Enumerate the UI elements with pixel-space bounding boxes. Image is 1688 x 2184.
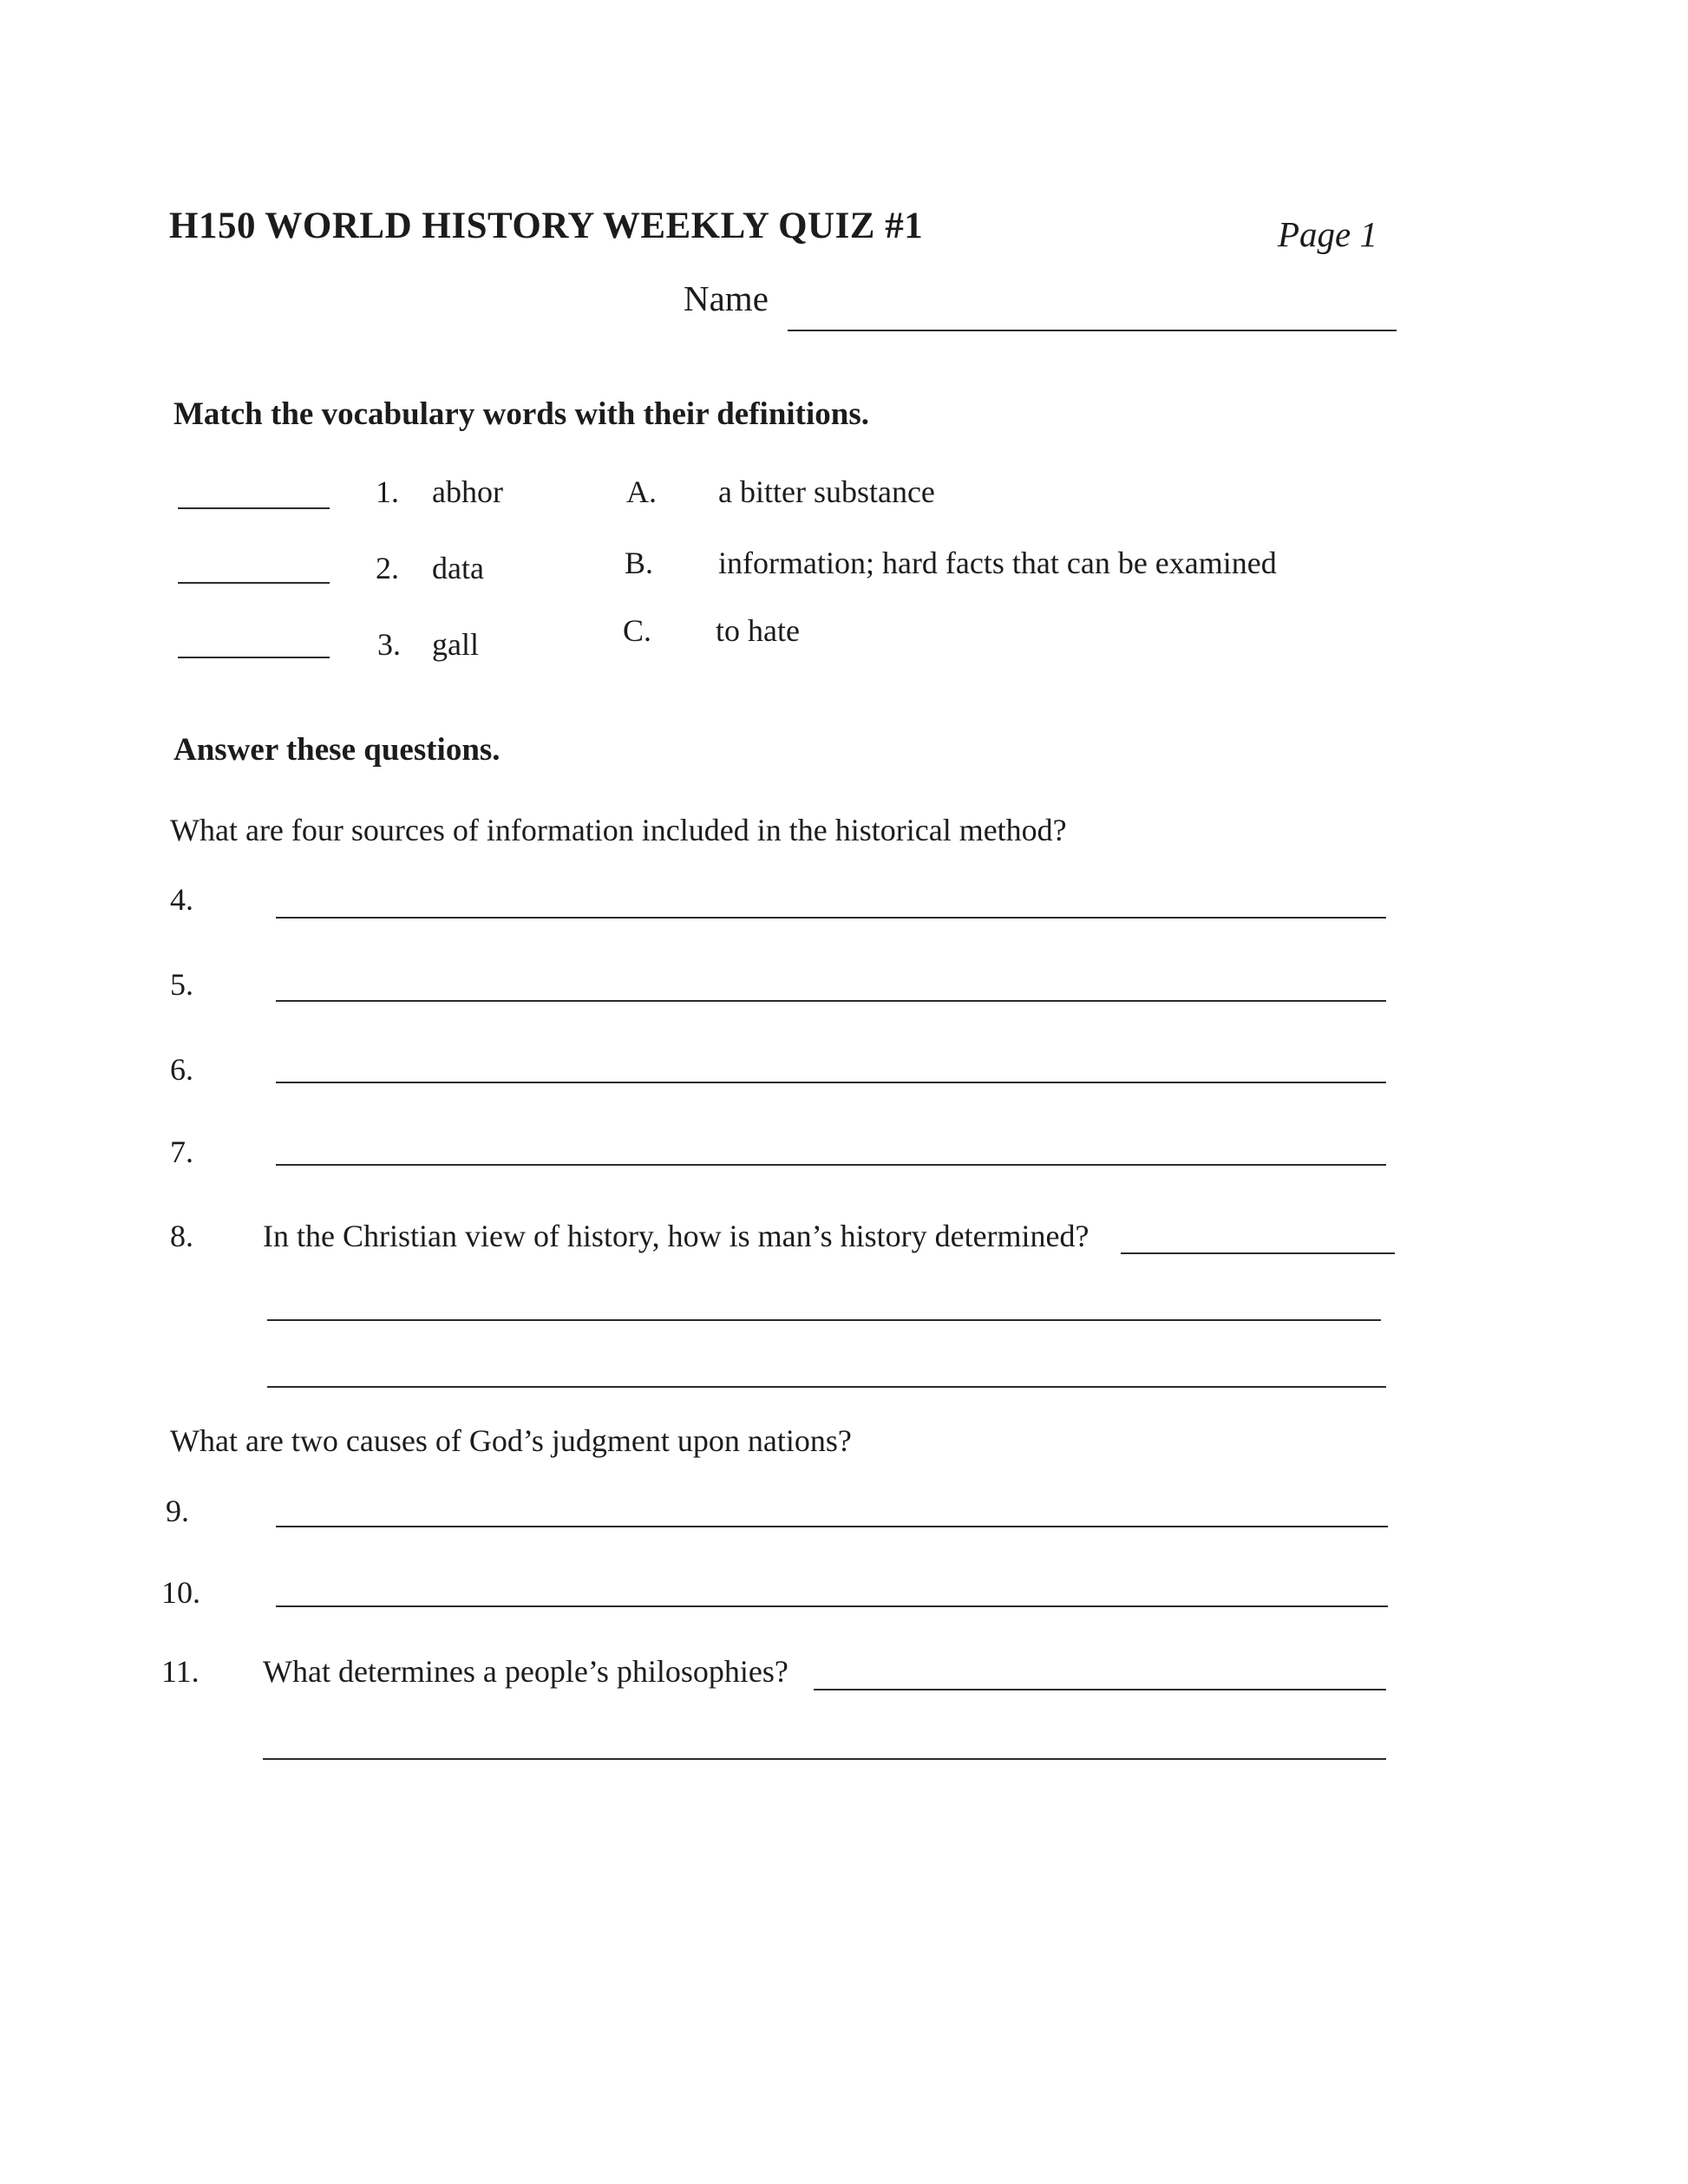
answer-line-8-cont-1[interactable] [267, 1319, 1381, 1321]
match-definition: a bitter substance [718, 474, 935, 509]
question-number-11: 11. [161, 1654, 200, 1689]
answer-line-8[interactable] [1121, 1252, 1395, 1254]
match-blank-1[interactable] [178, 507, 330, 509]
question-number-8: 8. [170, 1219, 193, 1253]
answer-number-4: 4. [170, 882, 193, 917]
match-word: abhor [432, 474, 503, 509]
name-label: Name [684, 278, 769, 318]
match-definition: information; hard facts that can be examined [718, 546, 1277, 580]
match-letter: A. [626, 474, 657, 509]
question-intro-sources: What are four sources of information included in the historical method? [170, 813, 1067, 847]
name-input-line[interactable] [788, 330, 1397, 331]
answer-line-9[interactable] [276, 1526, 1388, 1527]
match-blank-3[interactable] [178, 657, 330, 658]
match-blank-2[interactable] [178, 582, 330, 584]
question-text-8: In the Christian view of history, how is man’s history determined? [263, 1219, 1089, 1253]
match-heading: Match the vocabulary words with their definitions. [173, 396, 870, 432]
page-number: Page 1 [1278, 214, 1377, 254]
answer-line-11-cont[interactable] [263, 1758, 1386, 1760]
answer-line-8-cont-2[interactable] [267, 1386, 1386, 1388]
match-letter: C. [623, 613, 652, 648]
match-word: gall [432, 627, 479, 662]
answer-number-6: 6. [170, 1052, 193, 1087]
match-number: 1. [376, 474, 399, 509]
answer-line-10[interactable] [276, 1605, 1388, 1607]
match-definition: to hate [716, 613, 800, 648]
answer-line-5[interactable] [276, 1000, 1386, 1002]
answer-heading: Answer these questions. [173, 732, 501, 768]
match-letter: B. [625, 546, 654, 580]
answer-number-7: 7. [170, 1135, 193, 1169]
question-text-11: What determines a people’s philosophies? [263, 1654, 788, 1689]
quiz-title: H150 WORLD HISTORY WEEKLY QUIZ #1 [169, 206, 924, 246]
answer-line-11[interactable] [814, 1689, 1386, 1690]
match-word: data [432, 551, 484, 585]
answer-line-7[interactable] [276, 1164, 1386, 1166]
answer-line-6[interactable] [276, 1082, 1386, 1083]
question-intro-judgment: What are two causes of God’s judgment upon nations? [170, 1423, 852, 1458]
answer-number-5: 5. [170, 967, 193, 1002]
match-number: 3. [377, 627, 401, 662]
answer-line-4[interactable] [276, 917, 1386, 919]
match-number: 2. [376, 551, 399, 585]
answer-number-10: 10. [161, 1575, 200, 1610]
answer-number-9: 9. [166, 1494, 189, 1528]
